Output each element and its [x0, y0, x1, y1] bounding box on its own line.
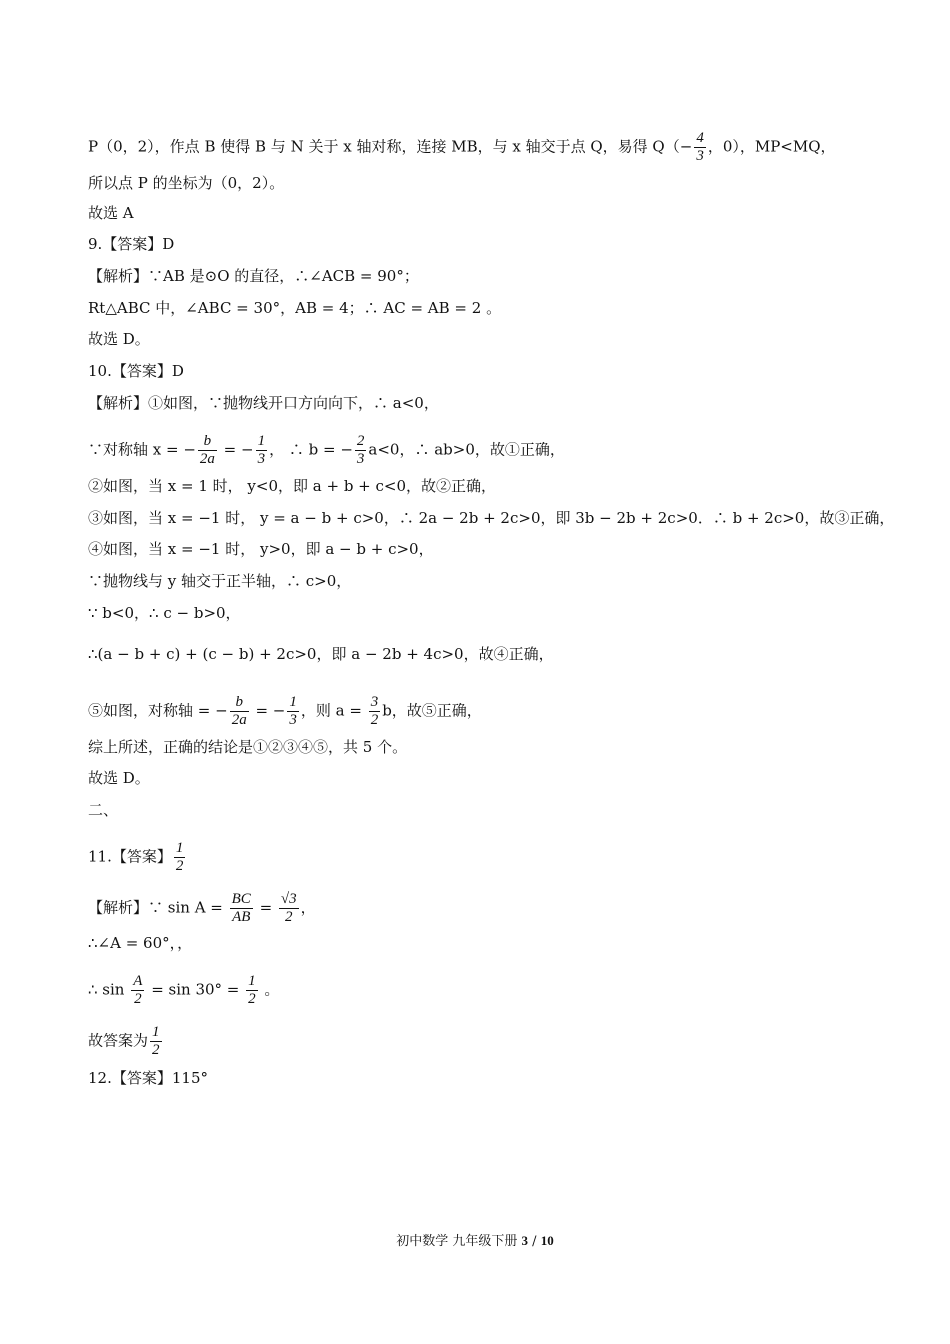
fraction: $\frac{√3}{2}$ [280, 891, 297, 925]
page-footer: 初中数学 九年级下册 3 / 10 [396, 1233, 554, 1249]
text-line: 故答案为 $\frac{1}{2}$ [88, 1024, 160, 1058]
fraction: $\frac{4}{3}$ [696, 130, 704, 164]
fraction: $\frac{BC}{AB}$ [231, 891, 251, 925]
text-line: ∴ sin $\frac{A}{2}$ = sin 30° = $\frac{1}{2}$ 。 [88, 973, 280, 1007]
text-line: Rt△ABC 中，∠ABC = 30°，AB = 4；∴ AC = AB = 2 。 [88, 299, 502, 317]
answer-heading: 10.【答案】D [88, 362, 184, 380]
text-line: 故选 A [88, 204, 134, 222]
text-line: ∵对称轴 x = − $\frac{b}{2a}$ = − $\frac{1}{3}$ ， ∴ b = − $\frac{2}{3}$ a<0，∴ ab>0，故①正确， [88, 433, 565, 467]
text-line: ∴∠A = 60°，， [88, 934, 193, 952]
text-line: ②如图，当 x = 1 时， y<0，即 a + b + c<0，故②正确， [88, 477, 497, 495]
text-line: ③如图，当 x = −1 时， y = a − b + c>0，∴ 2a − 2b + 2c>0，即 3b − 2b + 2c>0．∴ b + 2c>0，故③正确， [88, 509, 895, 527]
text-line: 综上所述，正确的结论是①②③④⑤，共 5 个。 [88, 738, 408, 756]
text-line: 所以点 P 的坐标为（0，2）。 [88, 174, 285, 192]
fraction: $\frac{1}{3}$ [257, 433, 266, 467]
answer-heading: 12.【答案】115° [88, 1069, 208, 1087]
fraction: $\frac{A}{2}$ [133, 973, 143, 1007]
fraction: $\frac{2}{3}$ [356, 433, 365, 467]
fraction: $\frac{b}{2a}$ [199, 433, 215, 467]
fraction: $\frac{3}{2}$ [370, 694, 379, 728]
text-line: 【解析】∵ sin A = $\frac{BC}{AB}$ = $\frac{√3}{2}$ ， [88, 891, 316, 925]
text-line: ∵ b<0，∴ c − b>0， [88, 604, 241, 622]
text-line: ④如图，当 x = −1 时， y>0，即 a − b + c>0， [88, 540, 434, 558]
text-line: ∵抛物线与 y 轴交于正半轴，∴ c>0， [88, 572, 352, 590]
line-text: ，0），MP<MQ， [707, 137, 836, 156]
fraction: $\frac{b}{2a}$ [231, 694, 247, 728]
page-number: 3 [521, 1233, 529, 1248]
fraction: $\frac{1}{2}$ [175, 840, 184, 874]
text-line: 故选 D。 [88, 330, 150, 348]
section-heading: 二、 [88, 801, 119, 819]
text-line: ⑤如图，对称轴 = − $\frac{b}{2a}$ = − $\frac{1}{3}$ ，则 a = $\frac{3}{2}$ b，故⑤正确， [88, 694, 482, 728]
text-line: 【解析】①如图，∵抛物线开口方向向下，∴ a<0， [88, 394, 439, 412]
text-line: 【解析】∵AB 是⊙O 的直径，∴∠ACB = 90°； [88, 267, 419, 285]
answer-heading: 11.【答案】 $\frac{1}{2}$ [88, 840, 184, 874]
answer-heading: 9.【答案】D [88, 235, 175, 253]
text-line [88, 130, 836, 165]
fraction: $\frac{1}{2}$ [152, 1024, 160, 1058]
fraction: $\frac{1}{2}$ [248, 973, 256, 1007]
text-line: ∴(a − b + c) + (c − b) + 2c>0，即 a − 2b + 4c>0，故④正确， [88, 645, 554, 663]
text-line: 故选 D。 [88, 769, 150, 787]
page-total: 10 [540, 1233, 554, 1248]
fraction: $\frac{1}{3}$ [289, 694, 297, 728]
line-text: P（0，2），作点 B 使得 B 与 N 关于 x 轴对称，连接 MB，与 x 轴交于点 Q，易得 Q（− [88, 137, 693, 156]
